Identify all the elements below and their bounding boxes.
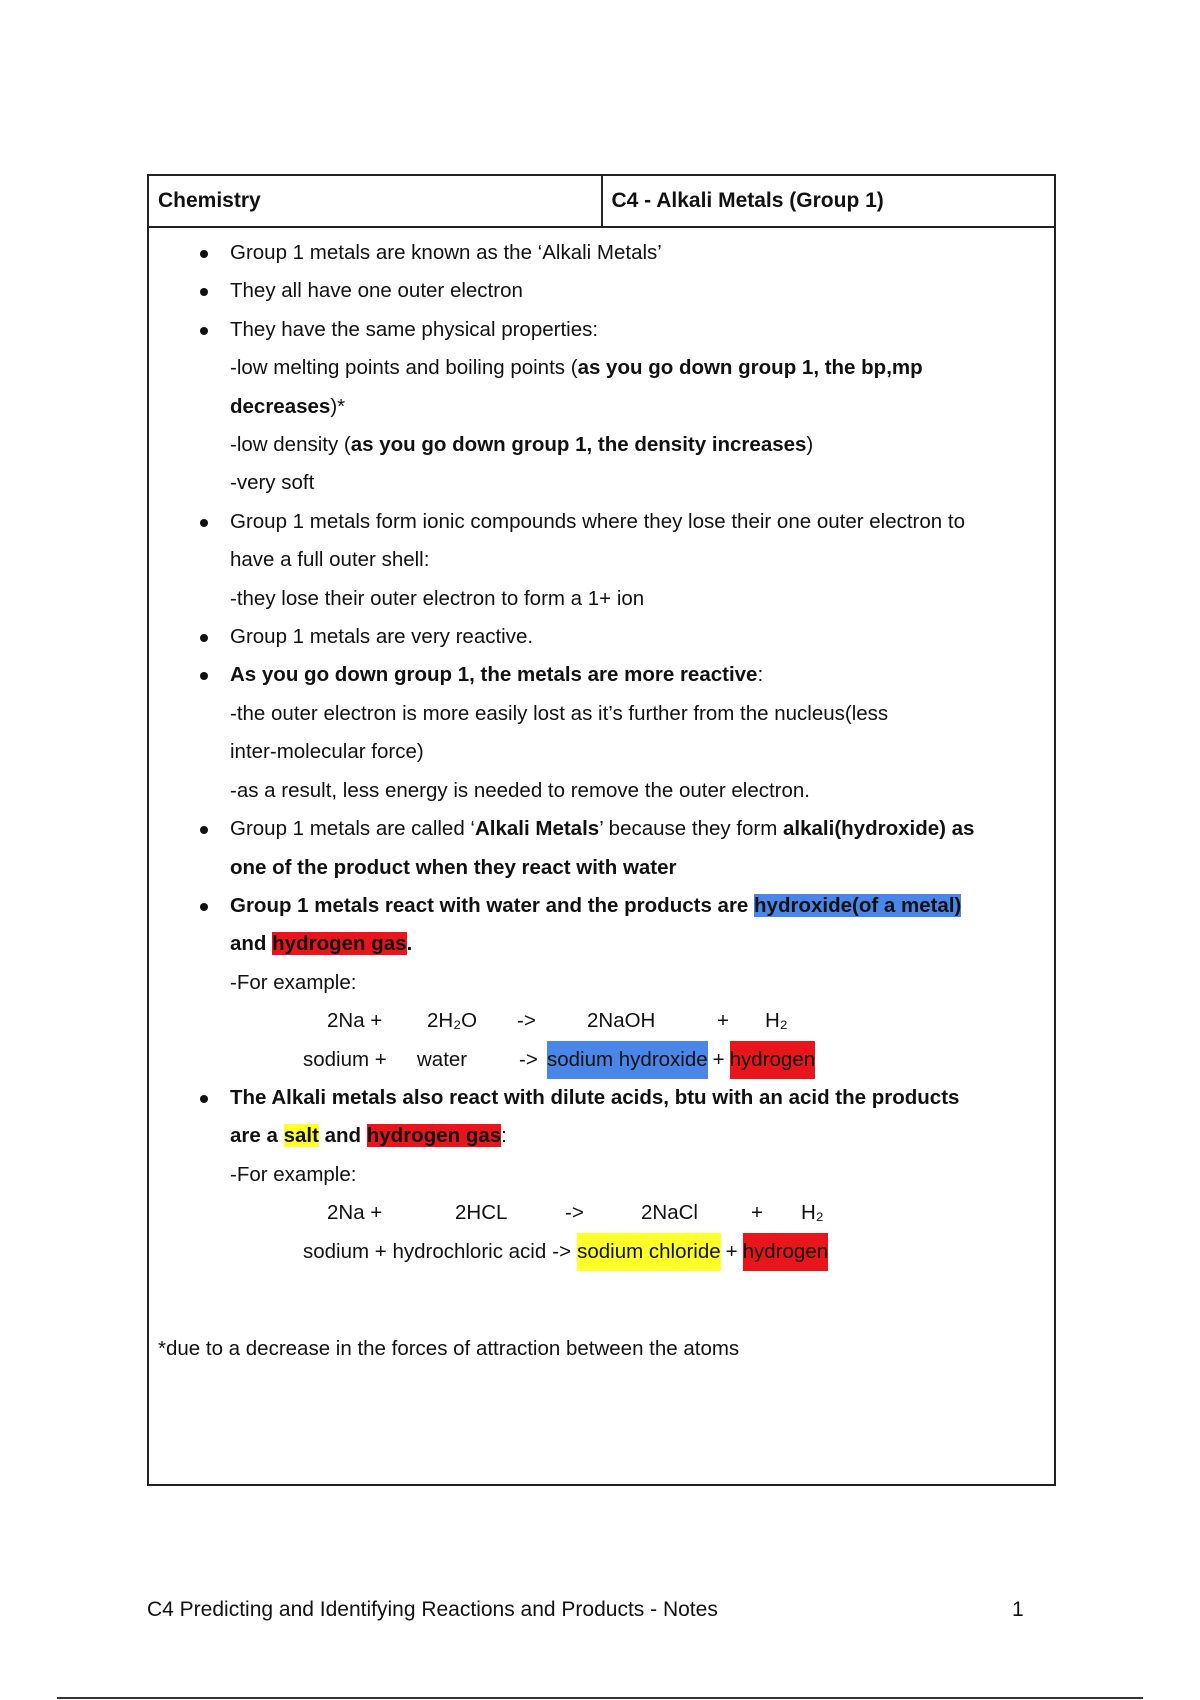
highlight-hydrogen-gas: hydrogen gas: [272, 932, 407, 956]
bullet-item: They all have one outer electron: [199, 272, 1034, 310]
highlight-salt: salt: [283, 1124, 319, 1148]
sub-line: one of the product when they react with water: [230, 855, 677, 879]
equation-acid-words: sodium + hydrochloric acid -> sodium chloride + hydrogen: [199, 1233, 1034, 1271]
bullet-item: Group 1 metals are very reactive.: [199, 618, 1034, 656]
notes-body: [149, 228, 1054, 1271]
sub-line: -very soft: [230, 471, 315, 495]
footer-title: C4 Predicting and Identifying Reactions and Products - Notes: [147, 1598, 718, 1621]
sub-line: and hydrogen gas.: [230, 932, 413, 956]
bullet-item: Group 1 metals form ionic compounds where they lose their one outer electron to: [199, 503, 1034, 541]
sub-line: -low melting points and boiling points (as you go down group 1, the bp,mp: [230, 356, 923, 380]
bullet-item: The Alkali metals also react with dilute acids, btu with an acid the products: [199, 1079, 1034, 1117]
bullet-item: They have the same physical properties:: [199, 311, 1034, 349]
sub-line: decreases)*: [230, 394, 346, 418]
bullet-item: Group 1 metals are known as the ‘Alkali Metals’: [199, 234, 1034, 272]
page-number: 1: [1012, 1598, 1024, 1621]
sub-line: -the outer electron is more easily lost as it’s further from the nucleus(less: [230, 701, 889, 725]
sub-line: -low density (as you go down group 1, the density increases): [230, 433, 814, 457]
notes-table: [147, 174, 1056, 1486]
equation-water-words: sodium + water -> sodium hydroxide + hydrogen: [199, 1041, 1034, 1079]
sub-line: -as a result, less energy is needed to remove the outer electron.: [230, 778, 811, 802]
bullet-item: Group 1 metals react with water and the products are hydroxide(of a metal): [199, 887, 1034, 925]
sub-line: -they lose their outer electron to form a 1+ ion: [230, 586, 645, 610]
equation-water-formula: 2Na + 2H₂O -> 2NaOH + H₂: [327, 1009, 788, 1033]
highlight-hydrogen: hydrogen: [730, 1041, 815, 1079]
sub-line: are a salt and hydrogen gas:: [230, 1124, 507, 1148]
topic-cell: C4 - Alkali Metals (Group 1): [601, 176, 1055, 226]
bottom-divider: [57, 1697, 1143, 1699]
sub-line: inter-molecular force): [230, 740, 424, 764]
sub-line: -For example:: [230, 1162, 357, 1186]
sub-line: -For example:: [230, 970, 357, 994]
highlight-sodium-chloride: sodium chloride: [577, 1233, 721, 1271]
table-header: [149, 176, 1054, 228]
subject-cell: Chemistry: [158, 189, 261, 212]
highlight-hydrogen-gas: hydrogen gas: [366, 1124, 502, 1148]
bullet-item: As you go down group 1, the metals are more reactive:: [199, 656, 1034, 694]
bullet-item: Group 1 metals are called ‘Alkali Metals’ because they form alkali(hydroxide) as: [199, 810, 1034, 848]
highlight-hydrogen: hydrogen: [743, 1233, 828, 1271]
equation-acid-formula: 2Na + 2HCL -> 2NaCl + H₂: [327, 1201, 824, 1225]
sub-line: have a full outer shell:: [230, 548, 430, 572]
highlight-sodium-hydroxide: sodium hydroxide: [547, 1041, 708, 1079]
footnote: *due to a decrease in the forces of attraction between the atoms: [158, 1337, 740, 1360]
highlight-hydroxide: hydroxide(of a metal): [754, 893, 962, 917]
